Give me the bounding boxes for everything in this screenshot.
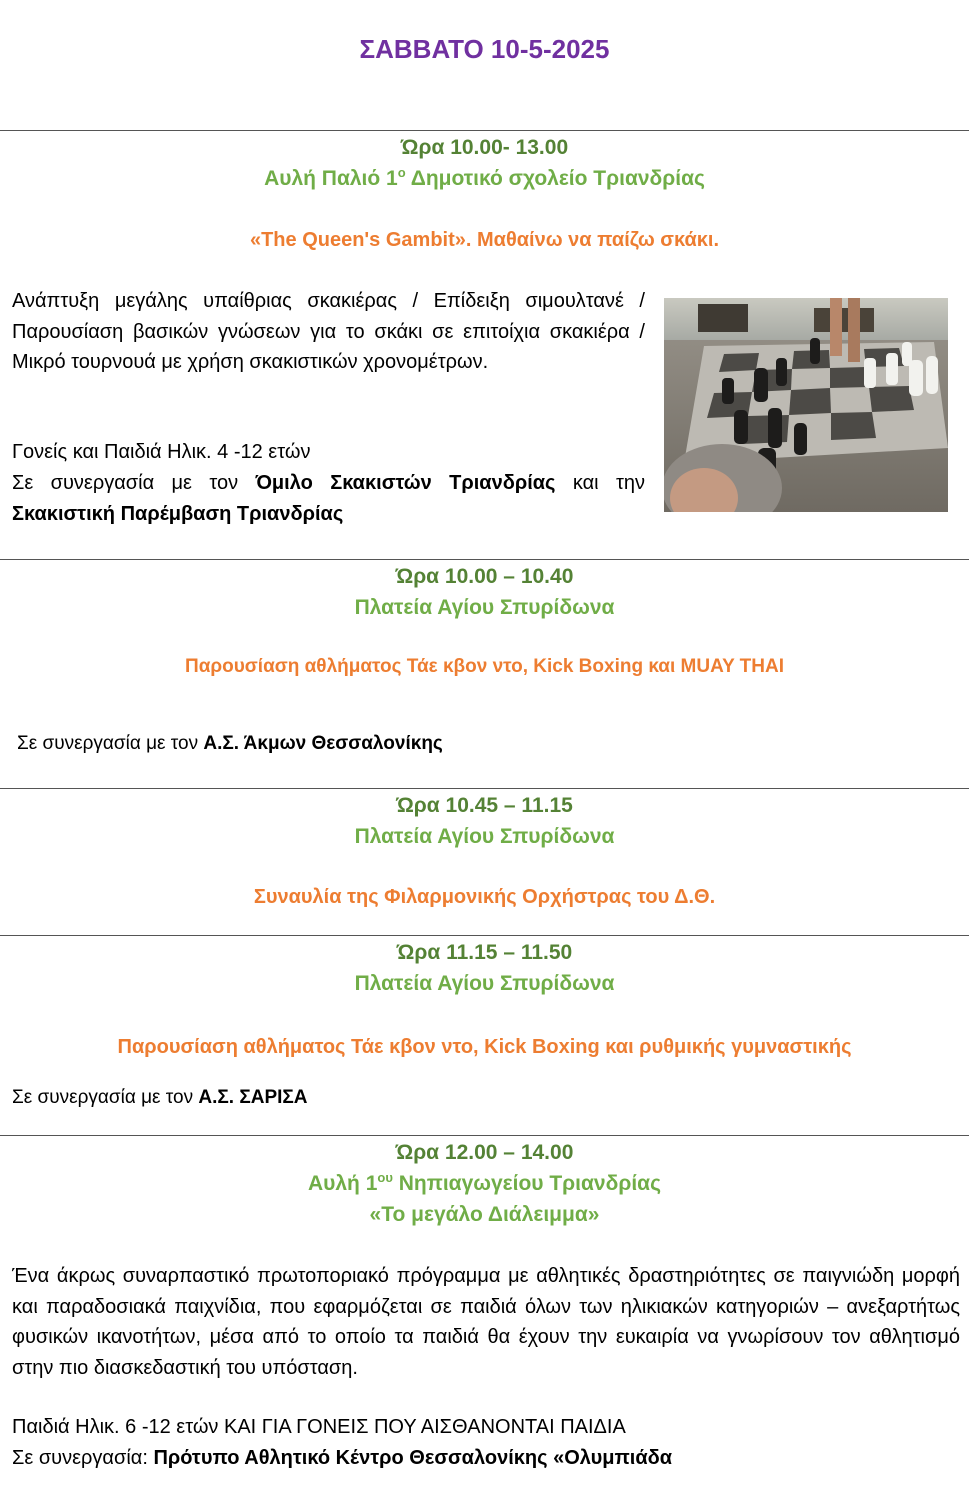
- event-time: Ώρα 11.15 – 11.50: [396, 941, 573, 964]
- event-taekwondo-1: [0, 559, 969, 789]
- collab-prefix: Σε συνεργασία με τον: [17, 733, 204, 754]
- collab-partner: Πρότυπο Αθλητικό Κέντρο Θεσσαλονίκης «Ολυμπιάδα: [153, 1447, 673, 1469]
- event-concert: [0, 788, 969, 936]
- collab-partner-1: Όμιλο Σκακιστών Τριανδρίας: [255, 472, 556, 494]
- event-audience: Παιδιά Ηλικ. 6 -12 ετών ΚΑΙ ΓΙΑ ΓΟΝΕΙΣ ΠΟΥ ΑΙΣΘΑΝΟΝΤΑΙ ΠΑΙΔΙΑ: [12, 1416, 626, 1438]
- collab-partner: Α.Σ. ΣΑΡΙΣΑ: [198, 1087, 308, 1108]
- event-place: [0, 163, 969, 194]
- place-suffix: Νηπιαγωγείου Τριανδρίας: [392, 1172, 661, 1195]
- event-description: Ένα άκρως συναρπαστικό πρωτοποριακό πρόγραμμα με αθλητικές δραστηριότητες σε παιγνιώδη μορφή και παραδοσιακά παιχνίδια, που εφαρμόζεται σε παιδιά όλων των ηλικιακών κατηγοριών – ανεξαρτήτως φυσικών ικανοτήτων, μέσα από το οποίο τα παιδιά θα έχουν την ευκαιρία να γνωρίσουν τον αθλητισμό στην πιο διασκεδαστική του υπόσταση.: [12, 1265, 960, 1379]
- event-time: Ώρα 12.00 – 14.00: [395, 1141, 574, 1164]
- place-superscript: ου: [377, 1170, 393, 1185]
- event-place: Πλατεία Αγίου Σπυρίδωνα: [354, 825, 615, 848]
- event-collaboration: [12, 1443, 960, 1474]
- event-title: Παρουσίαση αθλήματος Τάε κβον ντο, Kick Boxing και ρυθμικής γυμναστικής: [117, 1036, 852, 1058]
- event-collaboration: [12, 468, 645, 529]
- collab-partner-2: Σκακιστική Παρέμβαση Τριανδρίας: [12, 502, 344, 525]
- collab-prefix: Σε συνεργασία με τον: [12, 472, 256, 494]
- event-collaboration: [17, 729, 443, 759]
- event-taekwondo-2: [0, 935, 969, 1136]
- place-superscript: ο: [397, 165, 406, 180]
- event-title: Συναυλία της Φιλαρμονικής Ορχήστρας του Δ.Θ.: [253, 886, 716, 908]
- event-chess: [0, 130, 969, 560]
- chess-photo: [664, 298, 948, 512]
- event-big-break: [0, 1135, 969, 1497]
- event-time: Ώρα 10.00- 13.00: [400, 136, 569, 159]
- event-time: Ώρα 10.00 – 10.40: [395, 565, 574, 588]
- event-place: [0, 1168, 969, 1199]
- collab-mid: και την: [555, 472, 645, 494]
- place-suffix: Δημοτικό σχολείο Τριανδρίας: [405, 167, 705, 190]
- event-title: «The Queen's Gambit». Μαθαίνω να παίζω σκάκι.: [249, 229, 720, 251]
- collab-prefix: Σε συνεργασία με τον: [12, 1087, 199, 1108]
- page-title: ΣΑΒΒΑΤΟ 10-5-2025: [359, 34, 610, 64]
- collab-partner: Α.Σ. Άκμων Θεσσαλονίκης: [203, 733, 443, 754]
- event-audience: Γονείς και Παιδιά Ηλικ. 4 -12 ετών: [12, 441, 311, 463]
- event-description: Ανάπτυξη μεγάλης υπαίθριας σκακιέρας / Επίδειξη σιμουλτανέ / Παρουσίαση βασικών γνώσεων για το σκάκι σε επιτοίχια σκακιέρα / Μικρό τουρνουά με χρήση σκακιστικών χρονομέτρων.: [12, 290, 645, 373]
- place-prefix: Αυλή 1: [307, 1172, 378, 1195]
- event-time: Ώρα 10.45 – 11.15: [396, 794, 573, 817]
- place-prefix: Αυλή Παλιό 1: [264, 167, 398, 190]
- collab-prefix: Σε συνεργασία:: [12, 1447, 154, 1469]
- event-place: Πλατεία Αγίου Σπυρίδωνα: [354, 972, 615, 995]
- event-title: «Το μεγάλο Διάλειμμα»: [369, 1203, 600, 1226]
- event-title: Παρουσίαση αθλήματος Τάε κβον ντο, Kick Boxing και MUAY THAI: [184, 656, 785, 677]
- event-place: Πλατεία Αγίου Σπυρίδωνα: [354, 596, 615, 619]
- event-collaboration: [12, 1083, 308, 1113]
